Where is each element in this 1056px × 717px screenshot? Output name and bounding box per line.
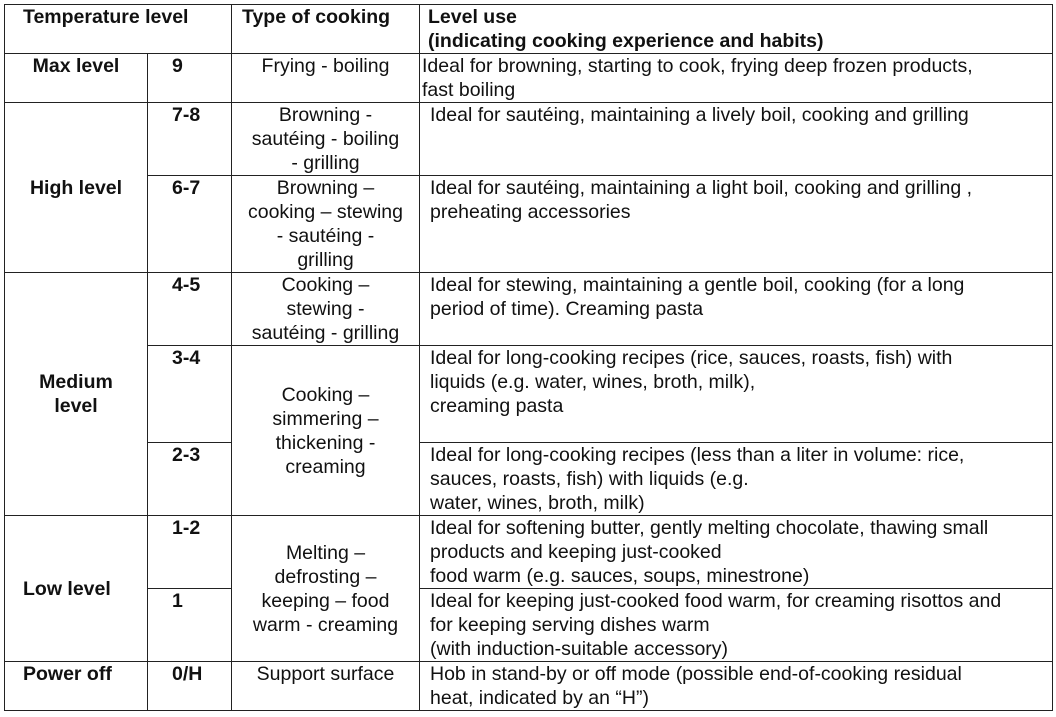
level-label-max: Max level — [5, 54, 148, 103]
level-number-6-7: 6-7 — [148, 176, 232, 273]
level-use-line: fast boiling — [422, 79, 516, 101]
cooking-type-line: thickening - — [275, 431, 376, 454]
level-use-line: Ideal for sautéing, maintaining a lively boil, cooking and grilling — [430, 104, 969, 126]
level-label-line: level — [54, 395, 98, 417]
table-row-power-off — [5, 662, 1053, 711]
cooking-type-line: Browning - — [278, 104, 373, 126]
level-number-1-2: 1-2 — [148, 516, 232, 589]
table-row-high-6-7 — [5, 176, 1053, 273]
table-row-medium-4-5 — [5, 273, 1053, 346]
cooking-type-line: sautéing - boiling — [251, 128, 400, 150]
cooking-type-7-8 — [232, 103, 420, 176]
level-use-line: (with induction-suitable accessory) — [430, 638, 729, 660]
level-use-1 — [420, 589, 1053, 662]
level-number-2-3: 2-3 — [148, 443, 232, 516]
level-use-4-5 — [420, 273, 1053, 346]
level-use-line: Ideal for browning, starting to cook, frying deep frozen products, — [422, 55, 973, 77]
level-use-line: period of time). Creaming pasta — [430, 298, 704, 320]
level-use-line: heat, indicated by an “H”) — [430, 687, 649, 709]
level-number-3-4: 3-4 — [148, 346, 232, 443]
cooking-type-line: warm - creaming — [252, 613, 399, 636]
table-row-high-7-8 — [5, 103, 1053, 176]
level-use-line: Ideal for keeping just-cooked food warm, for creaming risottos and — [430, 590, 1002, 612]
level-number-4-5: 4-5 — [148, 273, 232, 346]
level-number-7-8: 7-8 — [148, 103, 232, 176]
level-use-7-8 — [420, 103, 1053, 176]
level-label-low: Low level — [5, 516, 148, 662]
level-use-line: products and keeping just-cooked — [430, 541, 722, 563]
cooking-type-6-7 — [232, 176, 420, 273]
table-row-medium-2-3 — [5, 443, 1053, 516]
level-label-power-off: Power off — [5, 662, 148, 711]
cooking-type-line: sautéing - grilling — [251, 322, 400, 344]
cooking-type-line: stewing - — [286, 298, 365, 320]
header-type-of-cooking: Type of cooking — [232, 5, 420, 54]
level-number-max: 9 — [148, 54, 232, 103]
cooking-type-line: creaming — [285, 455, 366, 478]
level-label-line: Medium — [39, 371, 113, 393]
level-use-max — [420, 54, 1053, 103]
level-use-line: preheating accessories — [430, 201, 631, 223]
level-use-line: for keeping serving dishes warm — [430, 614, 710, 636]
level-use-line: water, wines, broth, milk) — [430, 492, 645, 514]
level-use-3-4 — [420, 346, 1053, 443]
table-row-medium-3-4 — [5, 346, 1053, 443]
level-use-line: Ideal for softening butter, gently melting chocolate, thawing small — [430, 517, 989, 539]
header-temperature-level: Temperature level — [5, 5, 232, 54]
cooking-type-line: Cooking – — [281, 274, 370, 296]
level-use-line: creaming pasta — [430, 395, 564, 417]
level-number-1: 1 — [148, 589, 232, 662]
cooking-type-1-2-1 — [232, 516, 420, 662]
header-level-use-line1: Level use — [428, 6, 517, 28]
table-row-max — [5, 54, 1053, 103]
level-use-line: food warm (e.g. sauces, soups, minestrone) — [430, 565, 810, 587]
level-use-power-off — [420, 662, 1053, 711]
cooking-type-line: Cooking – — [281, 383, 370, 406]
table-row-low-1 — [5, 589, 1053, 662]
cooking-type-3-4-2-3 — [232, 346, 420, 516]
level-label-medium — [5, 273, 148, 516]
cooking-type-max: Frying - boiling — [232, 54, 420, 103]
cooking-type-line: defrosting – — [274, 565, 377, 588]
cooking-type-4-5 — [232, 273, 420, 346]
level-use-line: liquids (e.g. water, wines, broth, milk), — [430, 371, 756, 393]
cooking-levels-table — [4, 4, 1053, 711]
level-use-2-3 — [420, 443, 1053, 516]
cooking-type-line: grilling — [297, 249, 354, 271]
level-use-1-2 — [420, 516, 1053, 589]
header-level-use-line2: (indicating cooking experience and habits) — [428, 30, 824, 52]
header-level-use — [420, 5, 1053, 54]
cooking-type-power-off: Support surface — [232, 662, 420, 711]
cooking-type-line: Browning – — [276, 177, 375, 199]
level-use-line: sauces, roasts, fish) with liquids (e.g. — [430, 468, 749, 490]
level-use-line: Ideal for long-cooking recipes (less than a liter in volume: rice, — [430, 444, 965, 466]
level-label-high: High level — [5, 103, 148, 273]
cooking-type-line: Melting – — [285, 541, 366, 564]
cooking-type-line: - grilling — [291, 152, 360, 174]
level-use-line: Hob in stand-by or off mode (possible end-of-cooking residual — [430, 663, 962, 685]
level-use-line: Ideal for stewing, maintaining a gentle boil, cooking (for a long — [430, 274, 965, 296]
level-use-line: Ideal for long-cooking recipes (rice, sauces, roasts, fish) with — [430, 347, 953, 369]
header-row — [5, 5, 1053, 54]
cooking-type-line: cooking – stewing — [247, 201, 403, 223]
level-number-0-h: 0/H — [148, 662, 232, 711]
cooking-type-line: simmering – — [272, 407, 379, 430]
level-use-line: Ideal for sautéing, maintaining a light boil, cooking and grilling , — [430, 177, 973, 199]
level-use-6-7 — [420, 176, 1053, 273]
table-row-low-1-2 — [5, 516, 1053, 589]
cooking-type-line: keeping – food — [261, 589, 390, 612]
cooking-type-line: - sautéing - — [276, 225, 375, 247]
